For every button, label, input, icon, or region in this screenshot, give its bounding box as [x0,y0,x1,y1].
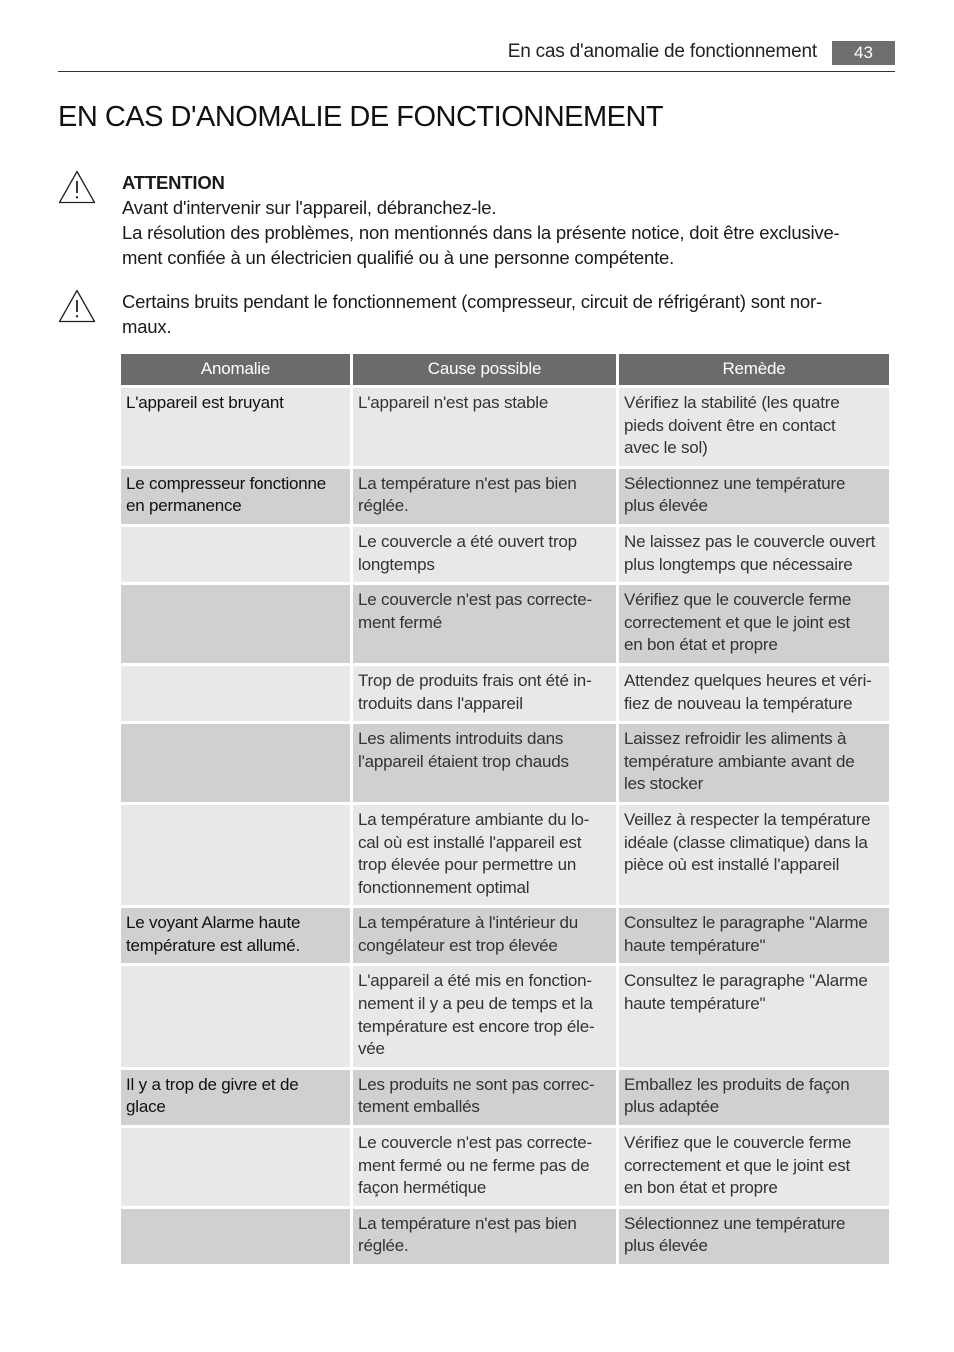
cell-line: température est encore trop éle- [358,1016,595,1036]
cell-line: façon hermétique [358,1178,487,1198]
cell-line: L'appareil n'est pas stable [358,393,549,412]
cell-line: fonctionnement optimal [358,877,530,897]
cause-cell [353,585,616,663]
anomaly-cell [121,805,350,905]
cell-line: ment fermé ou ne ferme pas de [358,1155,590,1175]
table-row [121,805,889,905]
cell-line: nement il y a peu de temps et la [358,994,593,1014]
anomaly-cell [121,469,350,524]
attention-text [122,170,879,270]
notice-line: Avant d'intervenir sur l'appareil, débranchez-le. [122,197,497,218]
cause-cell [353,908,616,963]
remedy-cell [619,666,889,721]
cell-line: l'appareil étaient trop chauds [358,751,569,771]
remedy-cell [619,1070,889,1125]
table-row [121,1209,889,1264]
cell-line: tement emballés [358,1097,480,1117]
cell-line: Sélectionnez une température [624,1213,846,1233]
anomaly-cell [121,1070,350,1125]
table-row [121,1070,889,1125]
anomaly-cell [121,966,350,1066]
cell-line: Les aliments introduits dans [358,729,564,749]
cell-line: température ambiante avant de [624,751,855,771]
cell-line: Consultez le paragraphe "Alarme [624,913,868,933]
cell-line: Attendez quelques heures et véri- [624,670,872,690]
attention-heading: ATTENTION [122,172,225,193]
troubleshooting-table [118,351,892,1267]
cell-line: Trop de produits frais ont été in- [358,670,592,690]
cell-line: correctement et que le joint est [624,1155,851,1175]
anomaly-cell [121,388,350,466]
cell-line: Le compresseur fonctionne [126,473,327,493]
cell-line: température est allumé. [126,935,300,955]
cause-cell [353,1128,616,1206]
cell-line: Le couvercle n'est pas correcte- [358,590,593,610]
cell-line: Le voyant Alarme haute [126,913,301,933]
header-section-title: En cas d'anomalie de fonctionnement [507,41,817,62]
cell-line: avec le sol) [624,438,708,458]
cell-line: Il y a trop de givre et de [126,1074,299,1094]
table-row [121,469,889,524]
cell-line: Le couvercle a été ouvert trop [358,531,577,551]
column-header-remede: Remède [619,354,889,385]
cell-line: La température à l'intérieur du [358,913,579,933]
table-row [121,585,889,663]
anomaly-cell [121,1128,350,1206]
cell-line: trop élevée pour permettre un [358,855,577,875]
column-header-cause: Cause possible [353,354,616,385]
cell-line: pièce où est installé l'appareil [624,855,840,875]
cell-line: en bon état et propre [624,1178,778,1198]
page-number-badge: 43 [832,41,895,65]
remedy-cell [619,724,889,802]
remedy-cell [619,908,889,963]
anomaly-cell [121,908,350,963]
cell-line: haute température" [624,994,766,1014]
table-row [121,388,889,466]
cell-line: L'appareil a été mis en fonction- [358,971,592,991]
cause-cell [353,527,616,582]
cause-cell [353,724,616,802]
remedy-cell [619,966,889,1066]
remedy-cell [619,388,889,466]
cell-line: idéale (classe climatique) dans la [624,832,868,852]
table-row [121,908,889,963]
cell-line: La température n'est pas bien [358,1213,577,1233]
notice-line: maux. [122,316,172,337]
table-row [121,966,889,1066]
table-row [121,666,889,721]
cell-line: La température ambiante du lo- [358,809,590,829]
cell-line: plus élevée [624,1236,708,1256]
table-row [121,724,889,802]
table-header-row [121,354,889,385]
cell-line: Les produits ne sont pas correc- [358,1074,595,1094]
cell-line: Laissez refroidir les aliments à [624,729,847,749]
table-row [121,527,889,582]
cell-line: plus longtemps que nécessaire [624,554,853,574]
cell-line: congélateur est trop élevée [358,935,558,955]
notice-line: Certains bruits pendant le fonctionnement (compresseur, circuit de réfrigérant) sont nor- [122,291,822,312]
cause-cell [353,469,616,524]
cell-line: Ne laissez pas le couvercle ouvert [624,531,876,551]
cell-line: pieds doivent être en contact [624,415,836,435]
remedy-cell [619,585,889,663]
cell-line: les stocker [624,774,704,794]
cell-line: Sélectionnez une température [624,473,846,493]
cause-cell [353,1070,616,1125]
noise-notice [58,289,895,339]
cell-line: plus adaptée [624,1097,719,1117]
notice-line: ment confiée à un électricien qualifié ou à une personne compétente. [122,247,675,268]
cell-line: réglée. [358,1236,409,1256]
warning-triangle-icon [58,170,96,204]
cell-line: en permanence [126,496,242,516]
page-title: EN CAS D'ANOMALIE DE FONCTIONNEMENT [58,101,664,133]
cell-line: Veillez à respecter la température [624,809,871,829]
cell-line: ment fermé [358,612,442,632]
cell-line: L'appareil est bruyant [126,393,284,412]
cell-line: fiez de nouveau la température [624,693,853,713]
cell-line: Vérifiez que le couvercle ferme [624,590,852,610]
table-row [121,1128,889,1206]
page-header [58,40,895,72]
remedy-cell [619,805,889,905]
cell-line: cal où est installé l'appareil est [358,832,582,852]
cell-line: Consultez le paragraphe "Alarme [624,971,868,991]
warning-triangle-icon [58,289,96,323]
cell-line: Emballez les produits de façon [624,1074,850,1094]
cause-cell [353,966,616,1066]
cell-line: réglée. [358,496,409,516]
anomaly-cell [121,666,350,721]
notice-line: La résolution des problèmes, non mentionnés dans la présente notice, doit être exclusive- [122,222,840,243]
anomaly-cell [121,527,350,582]
cell-line: correctement et que le joint est [624,612,851,632]
remedy-cell [619,527,889,582]
remedy-cell [619,1128,889,1206]
cause-cell [353,666,616,721]
attention-notice [58,170,895,270]
noise-notice-text [122,289,879,339]
anomaly-cell [121,724,350,802]
cell-line: troduits dans l'appareil [358,693,523,713]
table-body [121,388,889,1264]
cause-cell [353,805,616,905]
cause-cell [353,388,616,466]
cell-line: haute température" [624,935,766,955]
cell-line: longtemps [358,554,435,574]
anomaly-cell [121,1209,350,1264]
cell-line: La température n'est pas bien [358,473,577,493]
cell-line: en bon état et propre [624,635,778,655]
cause-cell [353,1209,616,1264]
cell-line: Le couvercle n'est pas correcte- [358,1133,593,1153]
anomaly-cell [121,585,350,663]
column-header-anomalie: Anomalie [121,354,350,385]
remedy-cell [619,1209,889,1264]
cell-line: glace [126,1097,166,1117]
cell-line: Vérifiez la stabilité (les quatre [624,393,840,412]
cell-line: plus élevée [624,496,708,516]
cell-line: Vérifiez que le couvercle ferme [624,1133,852,1153]
cell-line: vée [358,1039,385,1059]
remedy-cell [619,469,889,524]
